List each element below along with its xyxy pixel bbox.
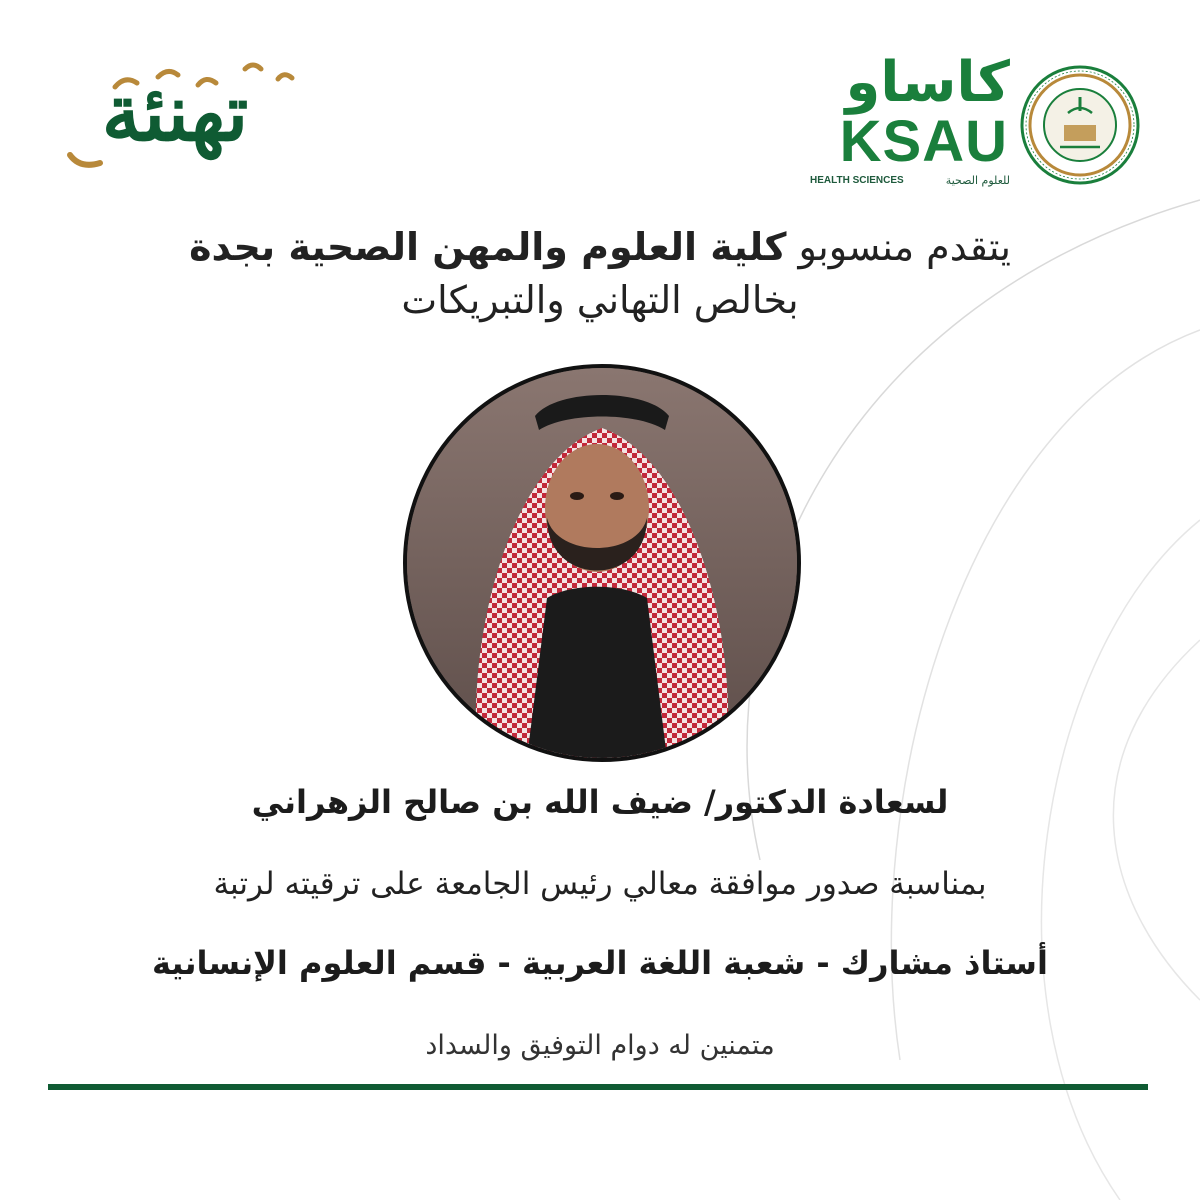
footer-divider bbox=[48, 1084, 1148, 1090]
occasion-text: بمناسبة صدور موافقة معالي رئيس الجامعة على ترقيته لرتبة bbox=[213, 866, 987, 902]
intro-text bbox=[150, 225, 1050, 326]
portrait-image bbox=[407, 368, 797, 758]
intro-line-2: بخالص التهاني والتبريكات bbox=[401, 277, 799, 322]
logo-subline-ar: للعلوم الصحية bbox=[945, 173, 1010, 187]
intro-prefix: يتقدم منسوبو bbox=[786, 225, 1011, 269]
honoree-portrait bbox=[403, 364, 801, 762]
logo-subline bbox=[810, 173, 1010, 187]
honoree-name: لسعادة الدكتور/ ضيف الله بن صالح الزهراني bbox=[251, 783, 949, 821]
closing-wishes: متمنين له دوام التوفيق والسداد bbox=[425, 1030, 775, 1061]
university-seal-icon bbox=[1020, 65, 1140, 185]
ksau-logo bbox=[800, 50, 1160, 187]
logo-arabic-name: كاساو bbox=[845, 50, 1010, 115]
academic-rank: أستاذ مشارك - شعبة اللغة العربية - قسم العلوم الإنسانية bbox=[152, 944, 1048, 982]
college-name: كلية العلوم والمهن الصحية بجدة bbox=[189, 225, 787, 269]
greeting-word: تهنئة bbox=[101, 68, 249, 159]
logo-latin-name: KSAU bbox=[839, 109, 1008, 174]
logo-subline-en: HEALTH SCIENCES bbox=[810, 174, 904, 186]
intro-line-1 bbox=[150, 225, 1050, 271]
greeting-calligraphy bbox=[40, 55, 310, 185]
